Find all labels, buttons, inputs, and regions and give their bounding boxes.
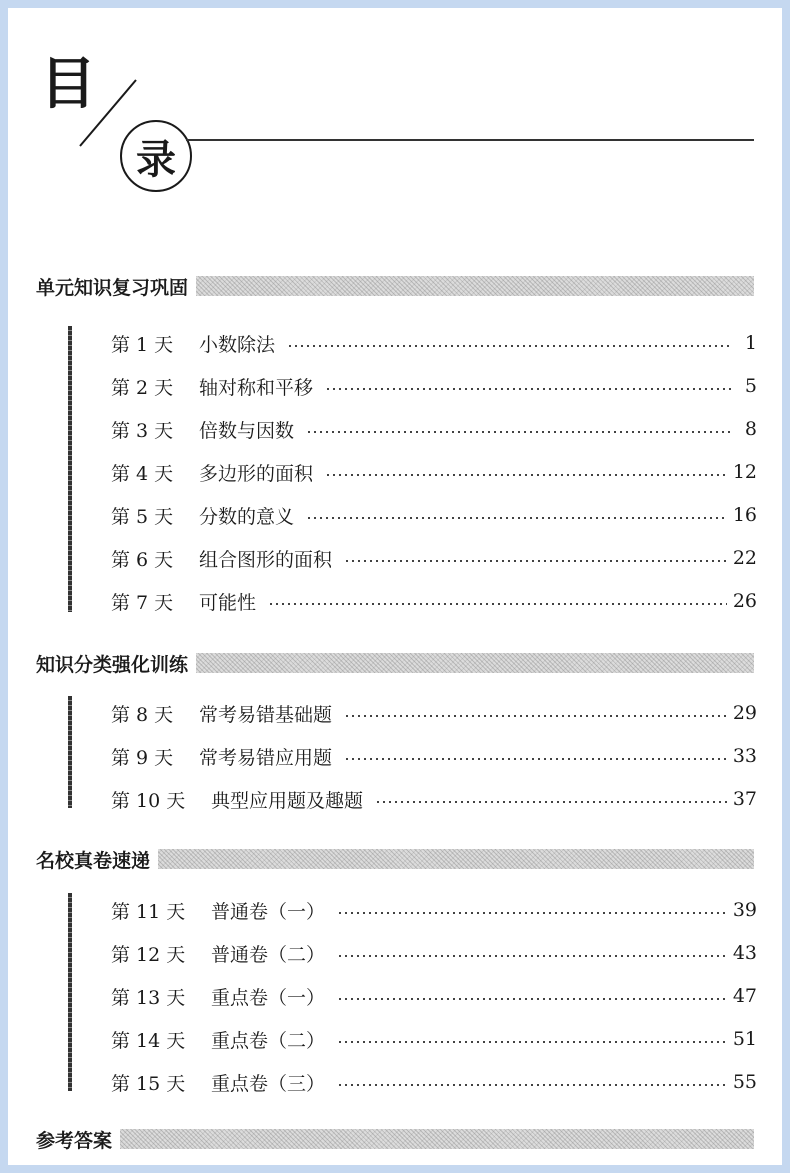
entry-day: 第 4 天: [111, 462, 174, 485]
entry-name: 重点卷（三）: [211, 1072, 326, 1095]
entry-day: 第 3 天: [111, 419, 174, 442]
section-title: 单元知识复习巩固: [36, 276, 189, 299]
entry-page: 37: [732, 788, 757, 810]
entry-day: 第 11 天: [111, 900, 186, 923]
toc-entry[interactable]: [111, 543, 757, 573]
section-header-3: [36, 846, 754, 872]
entry-name: 常考易错基础题: [199, 703, 333, 726]
dot-leader: [337, 1041, 727, 1043]
entry-day: 第 15 天: [111, 1072, 186, 1095]
entry-name: 常考易错应用题: [199, 746, 333, 769]
entry-page: 12: [732, 461, 757, 483]
toc-entry[interactable]: [111, 1067, 757, 1097]
entry-page: 5: [744, 375, 757, 397]
section-title: 参考答案: [36, 1129, 113, 1152]
toc-entry[interactable]: [111, 371, 757, 401]
toc-entry[interactable]: [111, 981, 757, 1011]
entry-page: 22: [732, 547, 757, 569]
section-header-2: [36, 650, 754, 676]
section-header-1: [36, 273, 754, 299]
dot-leader: [268, 603, 727, 605]
toc-entry[interactable]: [111, 1024, 757, 1054]
toc-entry[interactable]: [111, 500, 757, 530]
toc-entry[interactable]: [111, 698, 757, 728]
dot-leader: [337, 912, 727, 914]
entry-page: 39: [732, 899, 757, 921]
entry-page: 26: [732, 590, 757, 612]
entry-name: 普通卷（一）: [211, 900, 326, 923]
toc-entry[interactable]: [111, 784, 757, 814]
section-band: [196, 276, 754, 296]
entry-name: 可能性: [199, 591, 257, 614]
toc-title-mu: 目: [40, 51, 96, 117]
entry-name: 倍数与因数: [199, 419, 295, 442]
entry-name: 重点卷（一）: [211, 986, 326, 1009]
dot-leader: [344, 715, 727, 717]
entry-day: 第 6 天: [111, 548, 174, 571]
entry-day: 第 8 天: [111, 703, 174, 726]
entry-page: 16: [732, 504, 757, 526]
entry-day: 第 12 天: [111, 943, 186, 966]
dot-leader: [306, 431, 731, 433]
section-bar-1: [68, 326, 72, 612]
entry-page: 51: [732, 1028, 757, 1050]
section-band: [158, 849, 754, 869]
toc-title-lu: 录: [120, 120, 192, 192]
dot-leader: [325, 474, 727, 476]
entry-day: 第 9 天: [111, 746, 174, 769]
entry-day: 第 5 天: [111, 505, 174, 528]
entry-page: 29: [732, 702, 757, 724]
entry-day: 第 14 天: [111, 1029, 186, 1052]
entry-day: 第 10 天: [111, 789, 186, 812]
section-title: 知识分类强化训练: [36, 653, 189, 676]
entry-name: 多边形的面积: [199, 462, 314, 485]
dot-leader: [344, 758, 727, 760]
dot-leader: [337, 998, 727, 1000]
entry-day: 第 2 天: [111, 376, 174, 399]
entry-page: 33: [732, 745, 757, 767]
section-header-4[interactable]: [36, 1126, 754, 1152]
toc-page: [8, 8, 782, 1165]
entry-day: 第 7 天: [111, 591, 174, 614]
entry-name: 普通卷（二）: [211, 943, 326, 966]
entry-name: 组合图形的面积: [199, 548, 333, 571]
dot-leader: [375, 801, 727, 803]
entry-page: 1: [744, 332, 757, 354]
entry-day: 第 1 天: [111, 333, 174, 356]
dot-leader: [325, 388, 731, 390]
entry-page: 47: [732, 985, 757, 1007]
toc-entry[interactable]: [111, 741, 757, 771]
toc-entry[interactable]: [111, 414, 757, 444]
toc-entry[interactable]: [111, 586, 757, 616]
dot-leader: [344, 560, 727, 562]
entry-page: 8: [744, 418, 757, 440]
toc-entry[interactable]: [111, 895, 757, 925]
section-band: [196, 653, 754, 673]
entry-day: 第 13 天: [111, 986, 186, 1009]
section-bar-2: [68, 696, 72, 808]
dot-leader: [337, 1084, 727, 1086]
entry-name: 小数除法: [199, 333, 276, 356]
dot-leader: [337, 955, 727, 957]
section-band: [120, 1129, 754, 1149]
entry-page: 43: [732, 942, 757, 964]
entry-name: 重点卷（二）: [211, 1029, 326, 1052]
entry-name: 轴对称和平移: [199, 376, 314, 399]
title-rule: [186, 139, 754, 141]
section-title: 名校真卷速递: [36, 849, 151, 872]
dot-leader: [306, 517, 727, 519]
toc-entry[interactable]: [111, 328, 757, 358]
entry-name: 典型应用题及趣题: [211, 789, 364, 812]
dot-leader: [287, 345, 731, 347]
toc-entry[interactable]: [111, 457, 757, 487]
entry-page: 55: [732, 1071, 757, 1093]
toc-entry[interactable]: [111, 938, 757, 968]
entry-name: 分数的意义: [199, 505, 295, 528]
section-bar-3: [68, 893, 72, 1091]
